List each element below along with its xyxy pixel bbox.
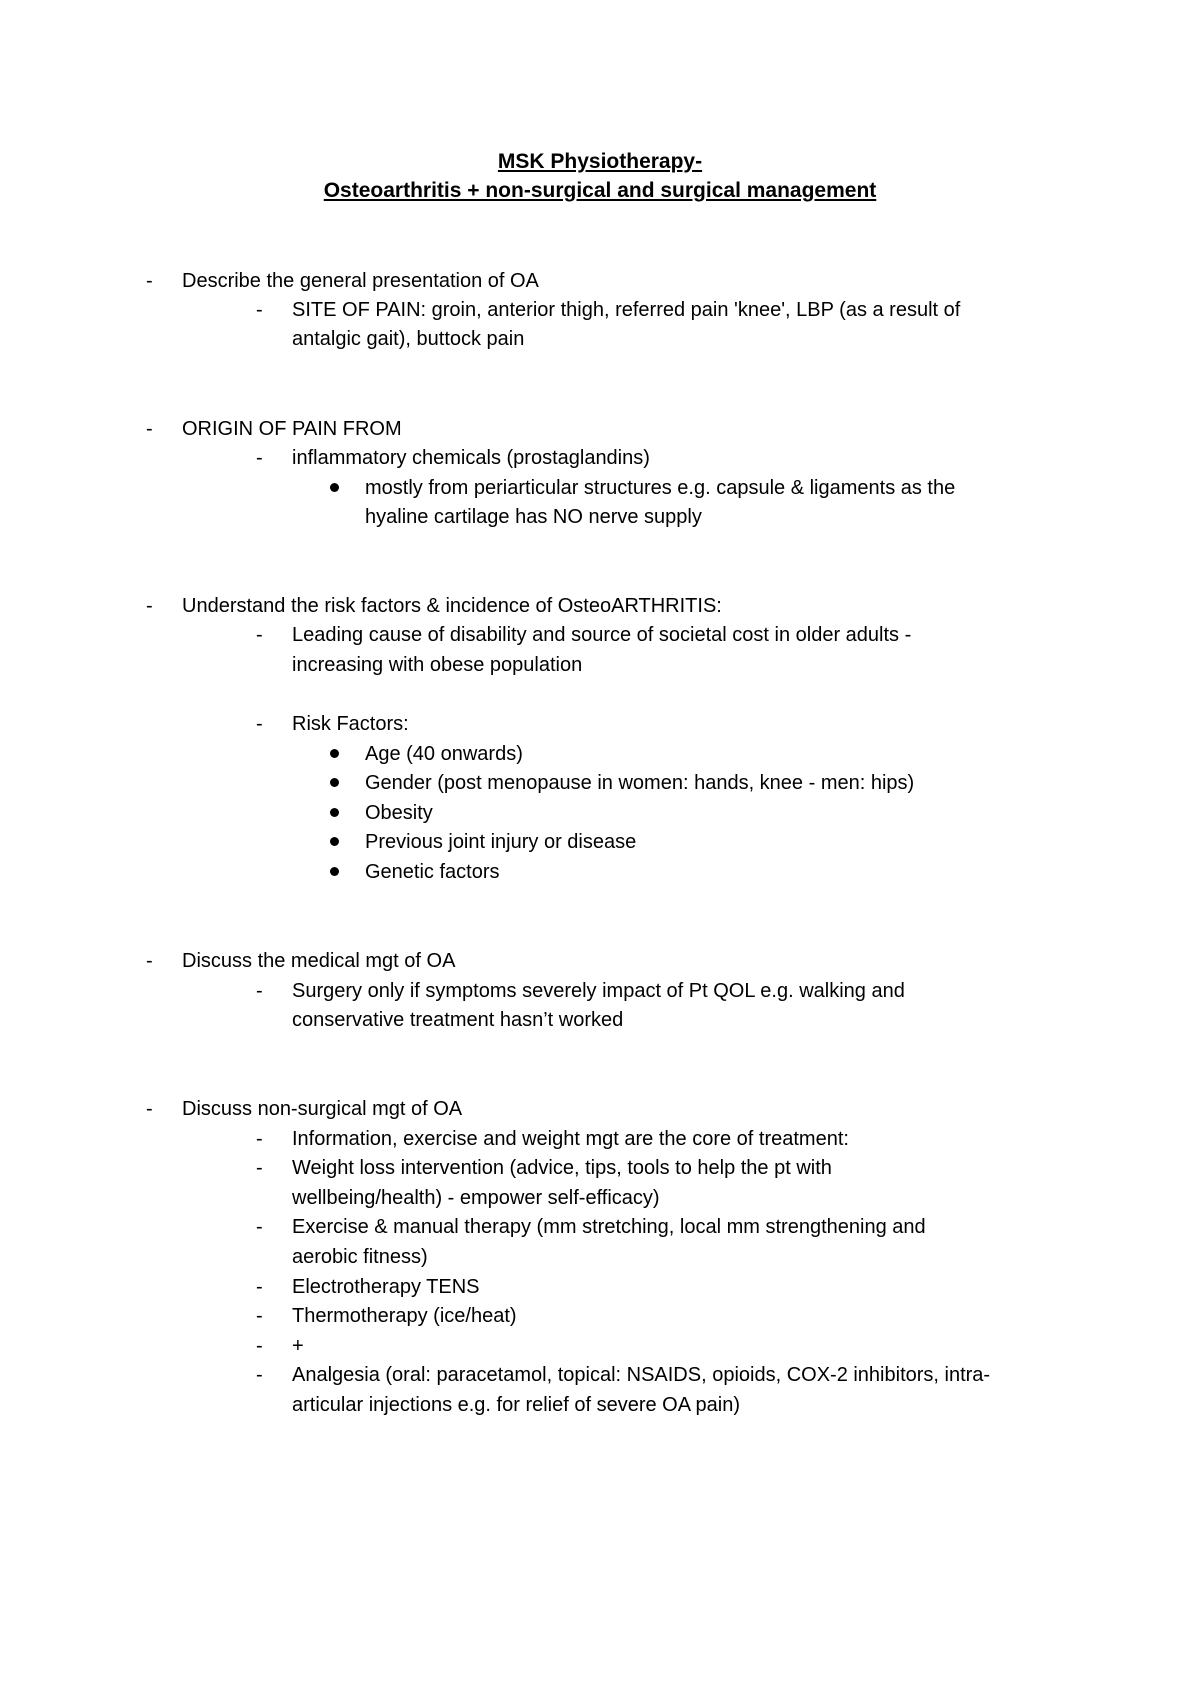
document-subtitle: Osteoarthritis + non-surgical and surgical management bbox=[323, 179, 877, 202]
bullet-icon bbox=[330, 749, 339, 758]
nonsurgical-item-cont: aerobic fitness) bbox=[292, 1246, 428, 1268]
dash-marker: - bbox=[256, 624, 263, 646]
origin-bullet-line2: hyaline cartilage has NO nerve supply bbox=[365, 506, 702, 528]
origin-heading: ORIGIN OF PAIN FROM bbox=[182, 418, 402, 440]
dash-marker: - bbox=[256, 713, 263, 735]
dash-marker: - bbox=[146, 1098, 153, 1120]
nonsurgical-item: Electrotherapy TENS bbox=[292, 1276, 480, 1298]
nonsurgical-item: Thermotherapy (ice/heat) bbox=[292, 1305, 517, 1327]
document-title: MSK Physiotherapy- bbox=[497, 150, 703, 173]
nonsurgical-item: Weight loss intervention (advice, tips, tools to help the pt with bbox=[292, 1157, 832, 1179]
bullet-icon bbox=[330, 808, 339, 817]
bullet-icon bbox=[330, 867, 339, 876]
bullet-icon bbox=[330, 837, 339, 846]
dash-marker: - bbox=[146, 950, 153, 972]
risk-heading: Understand the risk factors & incidence of OsteoARTHRITIS: bbox=[182, 595, 722, 617]
nonsurgical-item-cont: articular injections e.g. for relief of severe OA pain) bbox=[292, 1394, 740, 1416]
origin-item-inflammatory: inflammatory chemicals (prostaglandins) bbox=[292, 447, 650, 469]
risk-factors-label: Risk Factors: bbox=[292, 713, 409, 735]
bullet-icon bbox=[330, 778, 339, 787]
risk-factor-item: Gender (post menopause in women: hands, knee - men: hips) bbox=[365, 772, 915, 794]
nonsurgical-item: Analgesia (oral: paracetamol, topical: NSAIDS, opioids, COX-2 inhibitors, intra- bbox=[292, 1364, 991, 1386]
presentation-heading: Describe the general presentation of OA bbox=[182, 270, 539, 292]
dash-marker: - bbox=[146, 270, 153, 292]
dash-marker: - bbox=[256, 299, 263, 321]
dash-marker: - bbox=[256, 1335, 263, 1357]
nonsurgical-item: Information, exercise and weight mgt are the core of treatment: bbox=[292, 1128, 849, 1150]
dash-marker: - bbox=[146, 418, 153, 440]
dash-marker: - bbox=[256, 1216, 263, 1238]
medical-heading: Discuss the medical mgt of OA bbox=[182, 950, 456, 972]
dash-marker: - bbox=[256, 447, 263, 469]
bullet-icon bbox=[330, 483, 339, 492]
dash-marker: - bbox=[256, 980, 263, 1002]
dash-marker: - bbox=[256, 1364, 263, 1386]
nonsurgical-item-cont: wellbeing/health) - empower self-efficacy) bbox=[292, 1187, 660, 1209]
risk-factor-item: Obesity bbox=[365, 802, 433, 824]
dash-marker: - bbox=[256, 1157, 263, 1179]
risk-item-leading-cause-line2: increasing with obese population bbox=[292, 654, 583, 676]
site-of-pain-line1: SITE OF PAIN: groin, anterior thigh, referred pain 'knee', LBP (as a result of bbox=[292, 299, 961, 321]
medical-item-line1: Surgery only if symptoms severely impact of Pt QOL e.g. walking and bbox=[292, 980, 905, 1002]
risk-item-leading-cause-line1: Leading cause of disability and source of societal cost in older adults - bbox=[292, 624, 912, 646]
nonsurgical-item: + bbox=[292, 1335, 304, 1357]
risk-factor-item: Age (40 onwards) bbox=[365, 743, 523, 765]
dash-marker: - bbox=[256, 1276, 263, 1298]
medical-item-line2: conservative treatment hasn’t worked bbox=[292, 1009, 624, 1031]
dash-marker: - bbox=[256, 1305, 263, 1327]
risk-factor-item: Genetic factors bbox=[365, 861, 500, 883]
origin-bullet-line1: mostly from periarticular structures e.g. capsule & ligaments as the bbox=[365, 477, 956, 499]
dash-marker: - bbox=[146, 595, 153, 617]
site-of-pain-line2: antalgic gait), buttock pain bbox=[292, 328, 525, 350]
nonsurgical-item: Exercise & manual therapy (mm stretching, local mm strengthening and bbox=[292, 1216, 926, 1238]
risk-factor-item: Previous joint injury or disease bbox=[365, 831, 637, 853]
nonsurgical-heading: Discuss non-surgical mgt of OA bbox=[182, 1098, 463, 1120]
dash-marker: - bbox=[256, 1128, 263, 1150]
